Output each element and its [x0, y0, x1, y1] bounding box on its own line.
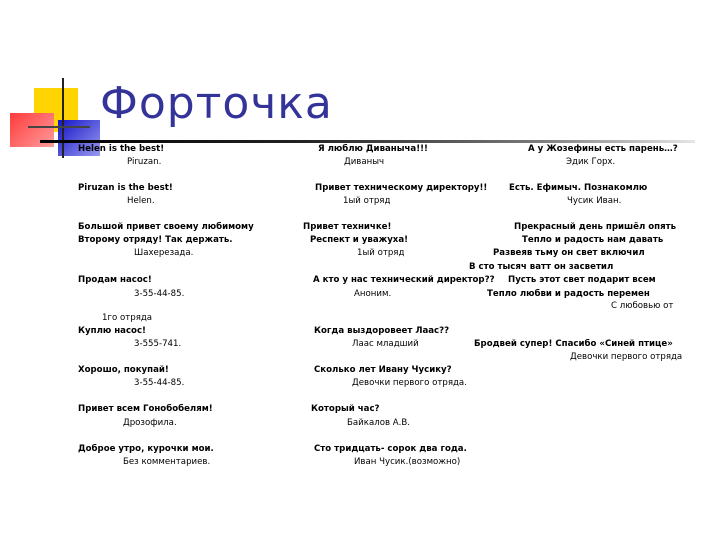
col1-line: Хорошо, покупай!	[78, 365, 169, 375]
col3-line: Тепло и радость нам давать	[522, 235, 664, 245]
col3-line: Развеяв тьму он свет включил	[493, 248, 645, 258]
page-title: Форточка	[100, 78, 333, 129]
col1-line: Второму отряду! Так держать.	[78, 235, 233, 245]
col2-line: Лаас младший	[352, 339, 419, 349]
title-divider	[40, 140, 695, 143]
col1-line: Большой привет своему любимому	[78, 222, 254, 232]
col1-line: Piruzan.	[127, 157, 162, 167]
col2-line: Сколько лет Ивану Чусику?	[314, 365, 452, 375]
col2-line: Байкалов А.В.	[347, 418, 410, 428]
col1-line: Шахерезада.	[134, 248, 194, 258]
col3-line: С любовью от	[611, 301, 674, 311]
col2-line: 1ый отряд	[343, 196, 391, 206]
col2-line: Аноним.	[354, 289, 392, 299]
col1-line: Куплю насос!	[78, 326, 146, 336]
col3-line: Тепло любви и радость перемен	[487, 289, 650, 299]
col3-line: А у Жозефины есть парень…?	[528, 144, 678, 154]
col2-line: Когда выздоровеет Лаас??	[314, 326, 450, 336]
col2-line: Девочки первого отряда.	[352, 378, 467, 388]
col3-line: Пусть этот свет подарит всем	[508, 275, 656, 285]
col1-line: Helen.	[127, 196, 155, 206]
col1-line: Без комментариев.	[123, 457, 211, 467]
col3-line: Прекрасный день пришёл опять	[514, 222, 677, 232]
col1-line: Продам насос!	[78, 275, 152, 285]
col1-line: 1го отряда	[102, 313, 153, 323]
col1-line: 3-55-44-85.	[134, 289, 185, 299]
col3-line: В сто тысяч ватт он засветил	[469, 262, 614, 272]
col3-line: Есть. Ефимыч. Познакомлю	[509, 183, 648, 193]
col2-line: Респект и уважуха!	[310, 235, 409, 245]
col1-line: Привет всем Гонобобелям!	[78, 404, 213, 414]
col2-line: Я люблю Диваныча!!!	[318, 144, 428, 154]
col2-line: Диваныч	[344, 157, 385, 167]
col1-line: 3-55-44-85.	[134, 378, 185, 388]
col2-line: Сто тридцать- сорок два года.	[314, 444, 467, 454]
col2-line: Иван Чусик.(возможно)	[354, 457, 461, 467]
col3-line: Девочки первого отряда	[570, 352, 683, 362]
col2-line: Который час?	[311, 404, 380, 414]
col2-line: А кто у нас технический директор??	[313, 275, 495, 285]
col1-line: Дрозофила.	[123, 418, 177, 428]
col3-line: Бродвей супер! Спасибо «Синей птице»	[474, 339, 673, 349]
col1-line: 3-555-741.	[134, 339, 182, 349]
col3-line: Эдик Горх.	[566, 157, 616, 167]
col2-line: 1ый отряд	[357, 248, 405, 258]
decor-vertical-line	[62, 78, 64, 158]
col3-line: Чусик Иван.	[567, 196, 622, 206]
col1-line: Доброе утро, курочки мои.	[78, 444, 214, 454]
col1-line: Piruzan is the best!	[78, 183, 173, 193]
col2-line: Привет техническому директору!!	[315, 183, 488, 193]
col1-line: Helen is the best!	[78, 144, 165, 154]
decor-horizontal-line	[28, 126, 90, 128]
col2-line: Привет техничке!	[303, 222, 392, 232]
